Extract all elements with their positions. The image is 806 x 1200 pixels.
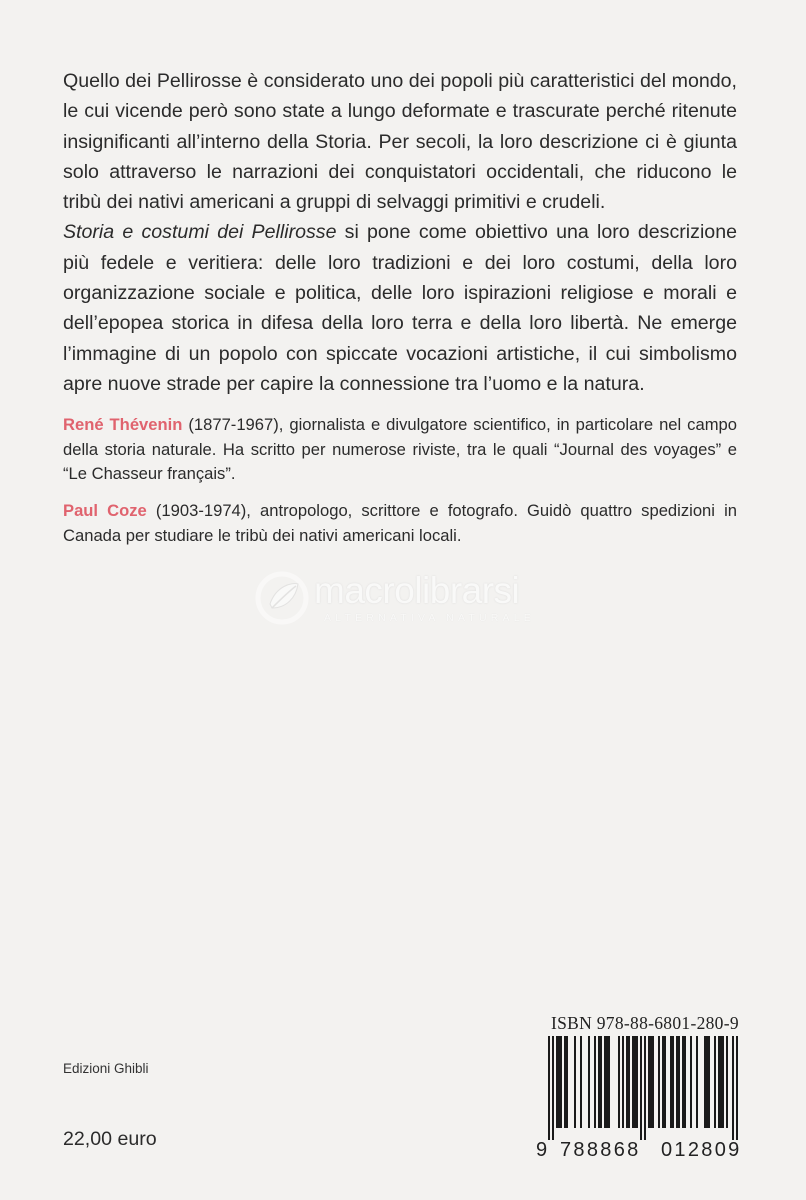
- watermark-brand: macrolibrarsi: [314, 570, 520, 611]
- barcode-bar: [622, 1036, 624, 1128]
- barcode-bar: [632, 1036, 634, 1128]
- barcode-bar: [684, 1036, 686, 1128]
- barcode-bar: [552, 1036, 554, 1140]
- barcode-bar: [672, 1036, 674, 1128]
- synopsis-paragraph-2: [63, 217, 737, 399]
- barcode-bar: [574, 1036, 576, 1128]
- author-bio-text: (1877-1967), giornalista e divulgatore scientifico, in particolare nel campo della storia naturale. Ha scritto per numerose riviste, tra le quali “Journal des voyages” e “Le Chasseur français”.: [63, 415, 737, 483]
- barcode-bar: [640, 1036, 642, 1140]
- barcode-bar: [732, 1036, 734, 1140]
- barcode-bar: [634, 1036, 636, 1128]
- barcode-bar: [626, 1036, 628, 1128]
- barcode-bar: [722, 1036, 724, 1128]
- barcode-digits-right: 012809: [661, 1139, 742, 1161]
- barcode-bar: [588, 1036, 590, 1128]
- book-synopsis: [63, 66, 737, 399]
- barcode-bar: [650, 1036, 652, 1128]
- barcode-bar: [606, 1036, 608, 1128]
- barcode-bar: [608, 1036, 610, 1128]
- barcode-digits-left: 788868: [560, 1139, 641, 1161]
- barcode-bar: [664, 1036, 666, 1128]
- author-bio-text: (1903-1974), antropologo, scrittore e fotografo. Guidò quattro spedizioni in Canada per studiare le tribù dei nativi americani locali.: [63, 501, 737, 545]
- barcode-bar: [708, 1036, 710, 1128]
- author-name: Paul Coze: [63, 501, 147, 520]
- book-title-italic: Storia e costumi dei Pellirosse: [63, 221, 337, 244]
- barcode-bar: [676, 1036, 678, 1128]
- barcode-bar: [706, 1036, 708, 1128]
- barcode: [534, 1036, 744, 1140]
- watermark-tagline: ALTERNATIVA NATURALE: [324, 612, 535, 624]
- barcode-bar: [598, 1036, 600, 1128]
- barcode-bar: [600, 1036, 602, 1128]
- barcode-bar: [662, 1036, 664, 1128]
- barcode-bar: [696, 1036, 698, 1128]
- barcode-bar: [658, 1036, 660, 1128]
- author-bio-coze: [63, 499, 737, 548]
- barcode-bar: [726, 1036, 728, 1128]
- barcode-bar: [648, 1036, 650, 1128]
- barcode-bar: [594, 1036, 596, 1128]
- synopsis-paragraph-1: Quello dei Pellirosse è considerato uno dei popoli più caratteristici del mondo, le cui vicende però sono state a lungo deformate e trascurate perché ritenute insignificanti all’interno della Storia. Per secoli, la loro descrizione ci è giunta solo attraverso le narrazioni dei conquistatori occidentali, che riducono le tribù dei nativi americani a gruppi di selvaggi primitivi e crudeli.: [63, 70, 737, 214]
- book-price: 22,00 euro: [63, 1128, 157, 1150]
- barcode-bar: [714, 1036, 716, 1128]
- barcode-bar: [560, 1036, 562, 1128]
- barcode-bar: [558, 1036, 560, 1128]
- watermark: [252, 568, 562, 638]
- barcode-bar: [618, 1036, 620, 1128]
- author-bio-thevenin: [63, 413, 737, 487]
- barcode-bar: [566, 1036, 568, 1128]
- barcode-bar: [736, 1036, 738, 1140]
- barcode-bar: [628, 1036, 630, 1128]
- barcode-bar: [682, 1036, 684, 1128]
- author-name: René Thévenin: [63, 415, 183, 434]
- barcode-bar: [718, 1036, 720, 1128]
- barcode-bar: [690, 1036, 692, 1128]
- barcode-digit-first: 9: [536, 1139, 550, 1161]
- barcode-bar: [644, 1036, 646, 1140]
- barcode-bar: [704, 1036, 706, 1128]
- isbn-label: ISBN 978-88-6801-280-9: [551, 1013, 739, 1033]
- publisher-name: Edizioni Ghibli: [63, 1061, 149, 1076]
- barcode-bar: [678, 1036, 680, 1128]
- barcode-bar: [636, 1036, 638, 1128]
- barcode-bar: [670, 1036, 672, 1128]
- barcode-bar: [652, 1036, 654, 1128]
- barcode-bar: [580, 1036, 582, 1128]
- barcode-bar: [604, 1036, 606, 1128]
- synopsis-paragraph-2-text: si pone come obiettivo una loro descrizione più fedele e veritiera: delle loro tradizioni e dei loro costumi, della loro organizzazione sociale e politica, delle loro ispirazioni religiose e morali e dell’epopea storica in difesa della loro terra e della loro libertà. Ne emerge l’immagine di un popolo con spiccate vocazioni artistiche, il cui simbolismo apre nuove strade per capire la connessione tra l’uomo e la natura.: [63, 221, 737, 395]
- barcode-bar: [556, 1036, 558, 1128]
- barcode-bar: [720, 1036, 722, 1128]
- barcode-bar: [548, 1036, 550, 1140]
- barcode-bar: [564, 1036, 566, 1128]
- leaf-logo-icon: [252, 568, 312, 628]
